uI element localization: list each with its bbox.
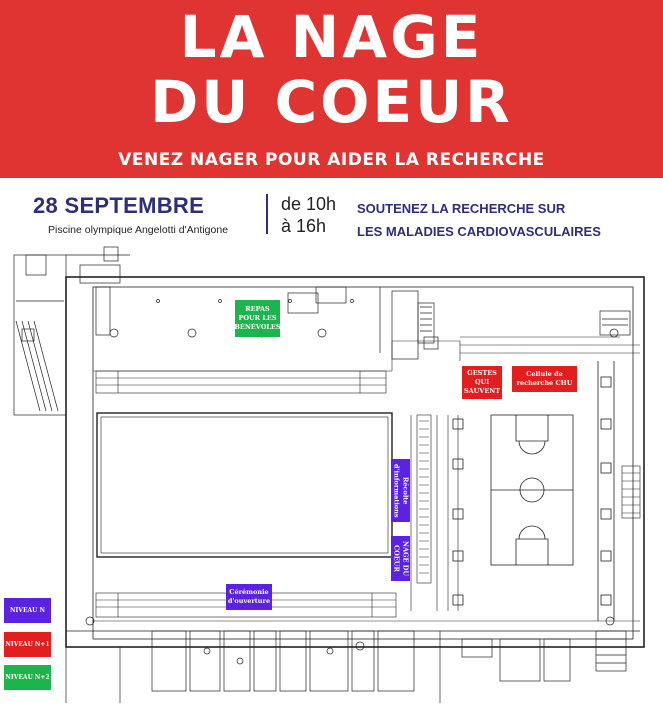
legend-niveau-n2: NIVEAU N+2 — [4, 665, 51, 690]
label-recolte-informations: Récolte d'informations — [391, 459, 410, 522]
floor-plan — [0, 241, 663, 705]
subtitle: VENEZ NAGER POUR AIDER LA RECHERCHE — [118, 150, 545, 170]
right-stairs — [622, 466, 640, 518]
event-banner — [0, 0, 663, 178]
pillars — [453, 361, 614, 621]
event-hours — [281, 193, 336, 237]
inner-wall — [93, 287, 633, 639]
building-outline — [66, 277, 644, 647]
legend-niveau-n1: NIVEAU N+1 — [4, 632, 51, 657]
support-text — [357, 197, 601, 243]
lower-bleachers — [93, 593, 640, 621]
pool — [97, 413, 392, 557]
event-date: 28 SEPTEMBRE — [33, 193, 205, 218]
label-gestes-qui-sauvent: GESTES QUI SAUVENT — [462, 366, 502, 399]
pool-side-structures — [411, 415, 458, 611]
label-repas-benevoles: REPAS POUR LES BÉNÉVOLES — [235, 300, 280, 337]
bottom-rooms — [66, 617, 640, 703]
divider — [266, 194, 268, 234]
support-line-2: LES MALADIES CARDIOVASCULAIRES — [357, 224, 601, 239]
hours-line-2: à 16h — [281, 216, 327, 236]
support-line-1: SOUTENEZ LA RECHERCHE SUR — [357, 201, 566, 216]
title-line-2: DU COEUR — [150, 68, 513, 136]
top-rooms — [96, 287, 630, 359]
floor-plan-drawing — [0, 241, 663, 705]
event-venue: Piscine olympique Angelotti d'Antigone — [48, 224, 229, 236]
label-nage-du-coeur: NAGE DU COEUR — [391, 536, 410, 581]
left-stairs — [14, 247, 130, 415]
basketball-court — [491, 415, 573, 565]
label-ceremonie-ouverture: Cérémonie d'ouverture — [226, 584, 272, 610]
label-cellule-recherche: Cellule de recherche CHU — [512, 366, 577, 392]
hours-line-1: de 10h — [281, 194, 337, 214]
legend-niveau-n: NIVEAU N — [4, 598, 51, 623]
title-line-1: LA NAGE — [179, 3, 484, 71]
